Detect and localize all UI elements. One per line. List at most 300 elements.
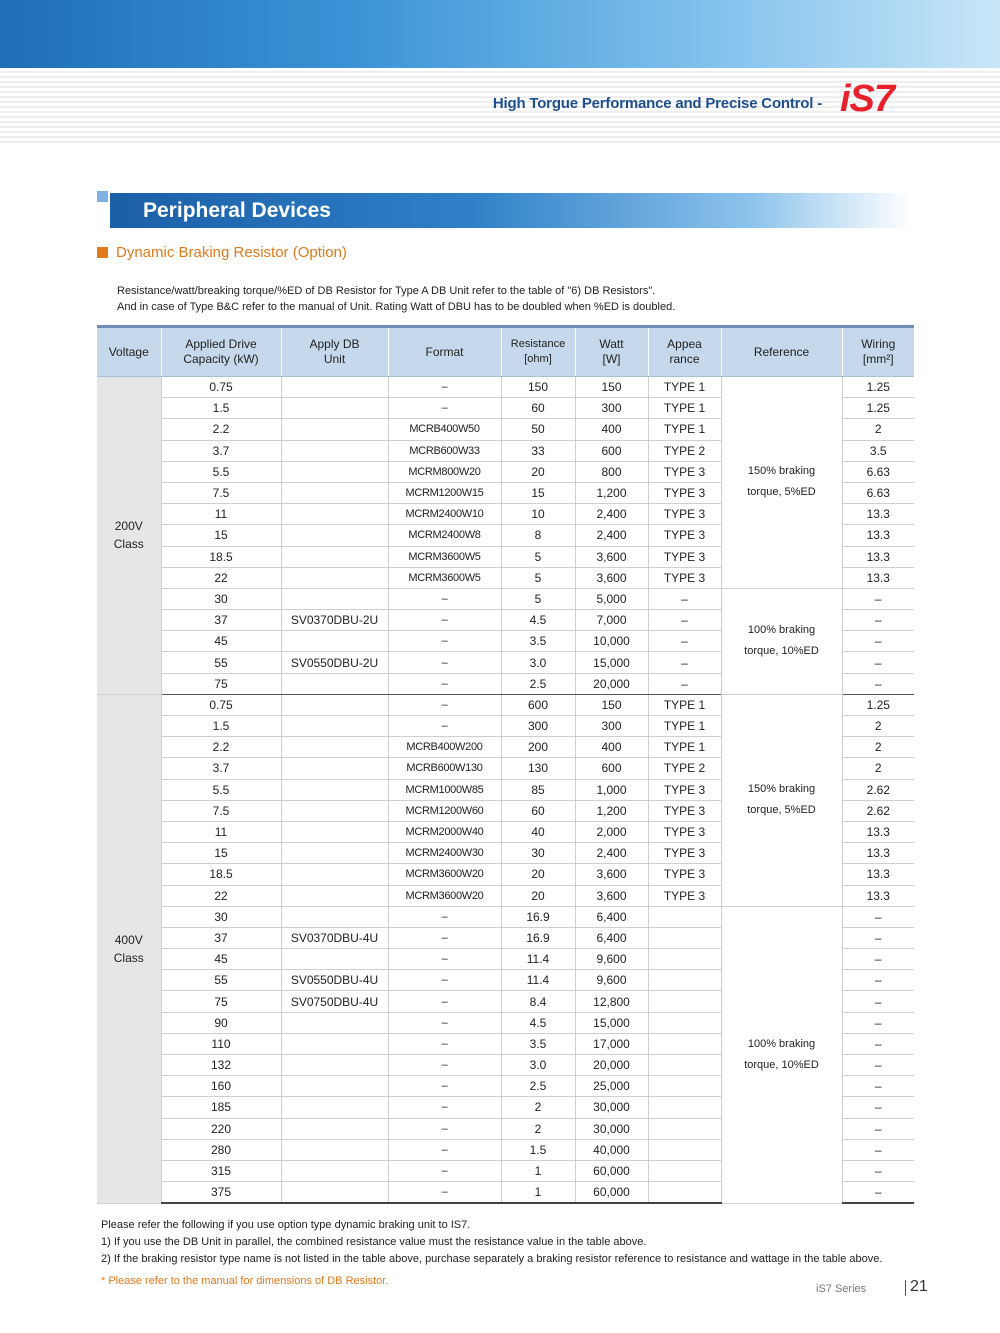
- format-cell: –: [388, 398, 501, 419]
- db-unit-cell: [281, 758, 388, 779]
- watt-cell: 2,400: [575, 525, 648, 546]
- voltage-cell: [97, 694, 161, 1203]
- wiring-cell: –: [842, 1182, 914, 1204]
- footnote-line: 1) If you use the DB Unit in parallel, the combined resistance value must the resistance value in the table above.: [101, 1236, 647, 1248]
- resistance-cell: 16.9: [501, 927, 575, 948]
- reference-line: torque, 10%ED: [744, 645, 819, 658]
- resistance-cell: 2: [501, 1118, 575, 1139]
- db-unit-cell: [281, 1033, 388, 1054]
- wiring-cell: 1.25: [842, 377, 914, 398]
- resistance-cell: 3.0: [501, 652, 575, 673]
- watt-cell: 40,000: [575, 1139, 648, 1160]
- db-unit-cell: [281, 588, 388, 609]
- resistance-cell: 40: [501, 821, 575, 842]
- footer-separator: [905, 1280, 906, 1296]
- reference-line: torque, 5%ED: [747, 486, 816, 499]
- resistance-cell: 4.5: [501, 610, 575, 631]
- wiring-cell: 2.62: [842, 800, 914, 821]
- capacity-cell: 15: [161, 843, 281, 864]
- header-tagline: High Torgue Performance and Precise Control -: [492, 95, 822, 112]
- wiring-cell: 1.25: [842, 398, 914, 419]
- wiring-cell: –: [842, 652, 914, 673]
- appearance-cell: [648, 970, 721, 991]
- wiring-cell: –: [842, 1160, 914, 1181]
- wiring-cell: –: [842, 949, 914, 970]
- db-unit-cell: [281, 1012, 388, 1033]
- appearance-cell: [648, 991, 721, 1012]
- capacity-cell: 3.7: [161, 758, 281, 779]
- format-cell: –: [388, 970, 501, 991]
- format-cell: MCRM3600W5: [388, 567, 501, 588]
- reference-line: 100% braking: [747, 624, 816, 637]
- db-unit-cell: [281, 1097, 388, 1118]
- resistance-cell: 150: [501, 377, 575, 398]
- appearance-cell: [648, 1118, 721, 1139]
- format-cell: –: [388, 1182, 501, 1204]
- db-unit-cell: [281, 843, 388, 864]
- watt-cell: 3,600: [575, 546, 648, 567]
- subsection-title-text: Dynamic Braking Resistor (Option): [116, 244, 347, 261]
- db-unit-cell: [281, 1055, 388, 1076]
- db-unit-cell: [281, 419, 388, 440]
- capacity-cell: 37: [161, 927, 281, 948]
- appearance-cell: [648, 1160, 721, 1181]
- reference-cell: [721, 588, 842, 694]
- resistance-cell: 1: [501, 1160, 575, 1181]
- reference-cell: [721, 694, 842, 906]
- format-cell: MCRM800W20: [388, 461, 501, 482]
- resistance-cell: 2.5: [501, 1076, 575, 1097]
- appearance-cell: TYPE 2: [648, 440, 721, 461]
- watt-cell: 800: [575, 461, 648, 482]
- watt-cell: 2,000: [575, 821, 648, 842]
- voltage-cell: [97, 377, 161, 695]
- watt-cell: 3,600: [575, 567, 648, 588]
- resistance-cell: 15: [501, 482, 575, 503]
- format-cell: –: [388, 1076, 501, 1097]
- db-unit-cell: [281, 1182, 388, 1204]
- format-cell: –: [388, 1160, 501, 1181]
- watt-cell: 1,200: [575, 800, 648, 821]
- appearance-cell: –: [648, 610, 721, 631]
- watt-cell: 20,000: [575, 1055, 648, 1076]
- db-unit-cell: [281, 673, 388, 694]
- wiring-cell: 1.25: [842, 694, 914, 715]
- wiring-cell: –: [842, 1118, 914, 1139]
- appearance-cell: TYPE 1: [648, 419, 721, 440]
- resistance-cell: 5: [501, 567, 575, 588]
- wiring-cell: 13.3: [842, 546, 914, 567]
- watt-cell: 17,000: [575, 1033, 648, 1054]
- capacity-cell: 22: [161, 567, 281, 588]
- appearance-cell: –: [648, 588, 721, 609]
- capacity-cell: 18.5: [161, 546, 281, 567]
- format-cell: –: [388, 631, 501, 652]
- wiring-cell: 13.3: [842, 504, 914, 525]
- header-gradient-band: [0, 0, 1000, 68]
- capacity-cell: 11: [161, 504, 281, 525]
- voltage-label: 400V: [114, 932, 143, 947]
- resistance-cell: 85: [501, 779, 575, 800]
- format-cell: –: [388, 377, 501, 398]
- resistance-cell: 60: [501, 800, 575, 821]
- voltage-label: 200V: [114, 519, 143, 534]
- wiring-cell: –: [842, 673, 914, 694]
- db-unit-cell: SV0550DBU-2U: [281, 652, 388, 673]
- watt-cell: 9,600: [575, 949, 648, 970]
- appearance-cell: [648, 1055, 721, 1076]
- capacity-cell: 30: [161, 906, 281, 927]
- db-unit-cell: [281, 546, 388, 567]
- db-unit-cell: [281, 440, 388, 461]
- wiring-cell: –: [842, 1033, 914, 1054]
- resistance-cell: 20: [501, 885, 575, 906]
- capacity-cell: 37: [161, 610, 281, 631]
- db-unit-cell: [281, 377, 388, 398]
- watt-cell: 12,800: [575, 991, 648, 1012]
- watt-cell: 15,000: [575, 1012, 648, 1033]
- appearance-cell: TYPE 1: [648, 716, 721, 737]
- resistance-cell: 200: [501, 737, 575, 758]
- watt-cell: 9,600: [575, 970, 648, 991]
- db-unit-cell: [281, 779, 388, 800]
- format-cell: MCRM1200W15: [388, 482, 501, 503]
- resistance-cell: 33: [501, 440, 575, 461]
- appearance-cell: [648, 949, 721, 970]
- appearance-cell: TYPE 1: [648, 398, 721, 419]
- format-cell: MCRM1000W85: [388, 779, 501, 800]
- db-unit-cell: [281, 1118, 388, 1139]
- watt-cell: 3,600: [575, 885, 648, 906]
- db-unit-cell: [281, 694, 388, 715]
- format-cell: –: [388, 610, 501, 631]
- format-cell: MCRB600W33: [388, 440, 501, 461]
- watt-cell: 30,000: [575, 1118, 648, 1139]
- table-row: [97, 588, 914, 609]
- db-unit-cell: SV0370DBU-4U: [281, 927, 388, 948]
- db-unit-cell: [281, 461, 388, 482]
- capacity-cell: 7.5: [161, 800, 281, 821]
- format-cell: –: [388, 1012, 501, 1033]
- wiring-cell: 2: [842, 716, 914, 737]
- capacity-cell: 11: [161, 821, 281, 842]
- appearance-cell: [648, 1012, 721, 1033]
- format-cell: MCRM2400W30: [388, 843, 501, 864]
- watt-cell: 1,200: [575, 482, 648, 503]
- capacity-cell: 45: [161, 949, 281, 970]
- appearance-cell: TYPE 3: [648, 546, 721, 567]
- resistance-cell: 50: [501, 419, 575, 440]
- format-cell: MCRM2400W10: [388, 504, 501, 525]
- capacity-cell: 30: [161, 588, 281, 609]
- resistance-cell: 16.9: [501, 906, 575, 927]
- resistance-cell: 3.5: [501, 631, 575, 652]
- watt-cell: 10,000: [575, 631, 648, 652]
- appearance-cell: [648, 1076, 721, 1097]
- db-unit-cell: [281, 949, 388, 970]
- wiring-cell: 3.5: [842, 440, 914, 461]
- capacity-cell: 1.5: [161, 716, 281, 737]
- wiring-cell: 13.3: [842, 885, 914, 906]
- wiring-cell: 13.3: [842, 843, 914, 864]
- wiring-cell: –: [842, 906, 914, 927]
- resistance-cell: 60: [501, 398, 575, 419]
- wiring-cell: 2: [842, 758, 914, 779]
- resistance-cell: 1: [501, 1182, 575, 1204]
- capacity-cell: 110: [161, 1033, 281, 1054]
- wiring-cell: 13.3: [842, 864, 914, 885]
- resistance-cell: 8: [501, 525, 575, 546]
- capacity-cell: 5.5: [161, 461, 281, 482]
- appearance-cell: [648, 1097, 721, 1118]
- format-cell: MCRM3600W5: [388, 546, 501, 567]
- format-cell: MCRB400W200: [388, 737, 501, 758]
- resistance-cell: 4.5: [501, 1012, 575, 1033]
- wiring-cell: –: [842, 1139, 914, 1160]
- watt-cell: 400: [575, 737, 648, 758]
- capacity-cell: 55: [161, 970, 281, 991]
- subsection-title: [97, 244, 347, 261]
- watt-cell: 60,000: [575, 1182, 648, 1204]
- capacity-cell: 75: [161, 991, 281, 1012]
- footer-series: iS7 Series: [816, 1283, 867, 1295]
- format-cell: –: [388, 1097, 501, 1118]
- intro-text: [117, 283, 675, 315]
- format-cell: MCRM3600W20: [388, 885, 501, 906]
- appearance-cell: TYPE 3: [648, 800, 721, 821]
- resistance-cell: 20: [501, 864, 575, 885]
- header-reference: Reference: [721, 327, 842, 377]
- resistance-cell: 600: [501, 694, 575, 715]
- reference-line: torque, 5%ED: [747, 804, 816, 817]
- watt-cell: 300: [575, 716, 648, 737]
- wiring-cell: 6.63: [842, 461, 914, 482]
- watt-cell: 150: [575, 694, 648, 715]
- resistance-cell: 8.4: [501, 991, 575, 1012]
- resistance-cell: 2: [501, 1097, 575, 1118]
- wiring-cell: –: [842, 631, 914, 652]
- db-unit-cell: [281, 1160, 388, 1181]
- table-row: [97, 694, 914, 715]
- capacity-cell: 160: [161, 1076, 281, 1097]
- capacity-cell: 5.5: [161, 779, 281, 800]
- appearance-cell: TYPE 3: [648, 567, 721, 588]
- footnotes: [101, 1217, 882, 1268]
- resistance-cell: 3.0: [501, 1055, 575, 1076]
- reference-cell: [721, 377, 842, 589]
- db-unit-cell: [281, 525, 388, 546]
- wiring-cell: –: [842, 970, 914, 991]
- table-row: [97, 906, 914, 927]
- resistance-cell: 5: [501, 588, 575, 609]
- table-header-row: [97, 327, 914, 377]
- wiring-cell: 13.3: [842, 567, 914, 588]
- wiring-cell: 13.3: [842, 525, 914, 546]
- db-unit-cell: [281, 398, 388, 419]
- resistance-cell: 11.4: [501, 949, 575, 970]
- format-cell: MCRM2400W8: [388, 525, 501, 546]
- watt-cell: 6,400: [575, 927, 648, 948]
- resistance-cell: 130: [501, 758, 575, 779]
- format-cell: –: [388, 991, 501, 1012]
- db-unit-cell: [281, 864, 388, 885]
- format-cell: –: [388, 652, 501, 673]
- capacity-cell: 15: [161, 525, 281, 546]
- watt-cell: 6,400: [575, 906, 648, 927]
- resistance-cell: 30: [501, 843, 575, 864]
- watt-cell: 400: [575, 419, 648, 440]
- db-unit-cell: [281, 482, 388, 503]
- appearance-cell: [648, 1033, 721, 1054]
- table-row: [97, 377, 914, 398]
- wiring-cell: 2: [842, 419, 914, 440]
- brand-logo: iS7: [840, 78, 895, 120]
- format-cell: –: [388, 949, 501, 970]
- db-unit-cell: [281, 800, 388, 821]
- capacity-cell: 90: [161, 1012, 281, 1033]
- db-unit-cell: [281, 885, 388, 906]
- capacity-cell: 0.75: [161, 377, 281, 398]
- wiring-cell: –: [842, 1012, 914, 1033]
- appearance-cell: TYPE 3: [648, 482, 721, 503]
- format-cell: MCRM1200W60: [388, 800, 501, 821]
- db-unit-cell: [281, 716, 388, 737]
- resistance-cell: 1.5: [501, 1139, 575, 1160]
- appearance-cell: [648, 1182, 721, 1204]
- db-unit-cell: SV0750DBU-4U: [281, 991, 388, 1012]
- capacity-cell: 132: [161, 1055, 281, 1076]
- reference-cell: [721, 906, 842, 1203]
- footnote-line: 2) If the braking resistor type name is not listed in the table above, purchase separately a braking resistor reference to resistance and wattage in the table above.: [101, 1253, 883, 1265]
- appearance-cell: TYPE 3: [648, 885, 721, 906]
- db-unit-cell: [281, 737, 388, 758]
- header-wiring: Wiring [mm²]: [842, 327, 914, 377]
- capacity-cell: 185: [161, 1097, 281, 1118]
- header-format: Format: [388, 327, 501, 377]
- appearance-cell: TYPE 3: [648, 525, 721, 546]
- db-unit-cell: [281, 1139, 388, 1160]
- voltage-class: Class: [113, 950, 144, 965]
- table-body: [97, 377, 914, 1204]
- header-watt: Watt [W]: [575, 327, 648, 377]
- footnote-dimension-note: * Please refer to the manual for dimensions of DB Resistor.: [101, 1275, 389, 1287]
- appearance-cell: TYPE 3: [648, 504, 721, 525]
- format-cell: –: [388, 588, 501, 609]
- format-cell: –: [388, 906, 501, 927]
- resistance-cell: 20: [501, 461, 575, 482]
- intro-line: And in case of Type B&C refer to the manual of Unit. Rating Watt of DBU has to be doubled when %ED is doubled.: [117, 301, 676, 313]
- watt-cell: 20,000: [575, 673, 648, 694]
- capacity-cell: 55: [161, 652, 281, 673]
- capacity-cell: 220: [161, 1118, 281, 1139]
- format-cell: –: [388, 716, 501, 737]
- db-unit-cell: [281, 567, 388, 588]
- format-cell: –: [388, 927, 501, 948]
- format-cell: –: [388, 1139, 501, 1160]
- watt-cell: 60,000: [575, 1160, 648, 1181]
- resistance-cell: 300: [501, 716, 575, 737]
- capacity-cell: 75: [161, 673, 281, 694]
- watt-cell: 1,000: [575, 779, 648, 800]
- page-number: 21: [910, 1278, 928, 1295]
- format-cell: MCRM2000W40: [388, 821, 501, 842]
- section-title: Peripheral Devices: [143, 199, 331, 222]
- intro-line: Resistance/watt/breaking torque/%ED of DB Resistor for Type A DB Unit refer to the table of "6) DB Resistors".: [117, 285, 656, 297]
- wiring-cell: –: [842, 610, 914, 631]
- watt-cell: 3,600: [575, 864, 648, 885]
- appearance-cell: [648, 906, 721, 927]
- db-unit-cell: [281, 1076, 388, 1097]
- format-cell: MCRB400W50: [388, 419, 501, 440]
- watt-cell: 25,000: [575, 1076, 648, 1097]
- footnote-line: Please refer the following if you use option type dynamic braking unit to IS7.: [101, 1219, 471, 1231]
- capacity-cell: 2.2: [161, 419, 281, 440]
- appearance-cell: TYPE 3: [648, 461, 721, 482]
- reference-line: 150% braking: [747, 783, 816, 796]
- wiring-cell: –: [842, 1055, 914, 1076]
- db-unit-cell: [281, 631, 388, 652]
- header-db-unit: Apply DB Unit: [281, 327, 388, 377]
- reference-line: 100% braking: [747, 1037, 816, 1050]
- capacity-cell: 2.2: [161, 737, 281, 758]
- appearance-cell: –: [648, 652, 721, 673]
- watt-cell: 15,000: [575, 652, 648, 673]
- header-resistance: Resistance [ohm]: [501, 327, 575, 377]
- header-appearance: Appea rance: [648, 327, 721, 377]
- capacity-cell: 1.5: [161, 398, 281, 419]
- wiring-cell: 13.3: [842, 821, 914, 842]
- appearance-cell: TYPE 1: [648, 737, 721, 758]
- db-unit-cell: SV0550DBU-4U: [281, 970, 388, 991]
- wiring-cell: 2: [842, 737, 914, 758]
- watt-cell: 7,000: [575, 610, 648, 631]
- appearance-cell: [648, 927, 721, 948]
- format-cell: –: [388, 1033, 501, 1054]
- section-marker: [97, 191, 108, 202]
- reference-line: 150% braking: [747, 465, 816, 478]
- resistance-cell: 11.4: [501, 970, 575, 991]
- resistance-cell: 3.5: [501, 1033, 575, 1054]
- wiring-cell: –: [842, 588, 914, 609]
- appearance-cell: TYPE 1: [648, 377, 721, 398]
- subsection-marker: [97, 247, 108, 258]
- db-unit-cell: [281, 821, 388, 842]
- capacity-cell: 3.7: [161, 440, 281, 461]
- wiring-cell: –: [842, 991, 914, 1012]
- wiring-cell: –: [842, 927, 914, 948]
- db-resistor-table: [97, 325, 914, 1204]
- format-cell: –: [388, 1055, 501, 1076]
- appearance-cell: [648, 1139, 721, 1160]
- capacity-cell: 0.75: [161, 694, 281, 715]
- wiring-cell: 2.62: [842, 779, 914, 800]
- format-cell: –: [388, 1118, 501, 1139]
- appearance-cell: TYPE 3: [648, 821, 721, 842]
- resistance-cell: 2.5: [501, 673, 575, 694]
- watt-cell: 2,400: [575, 504, 648, 525]
- watt-cell: 2,400: [575, 843, 648, 864]
- watt-cell: 600: [575, 440, 648, 461]
- appearance-cell: –: [648, 673, 721, 694]
- appearance-cell: –: [648, 631, 721, 652]
- format-cell: MCRM3600W20: [388, 864, 501, 885]
- resistance-cell: 10: [501, 504, 575, 525]
- capacity-cell: 280: [161, 1139, 281, 1160]
- format-cell: MCRB600W130: [388, 758, 501, 779]
- db-unit-cell: [281, 906, 388, 927]
- watt-cell: 600: [575, 758, 648, 779]
- appearance-cell: TYPE 3: [648, 843, 721, 864]
